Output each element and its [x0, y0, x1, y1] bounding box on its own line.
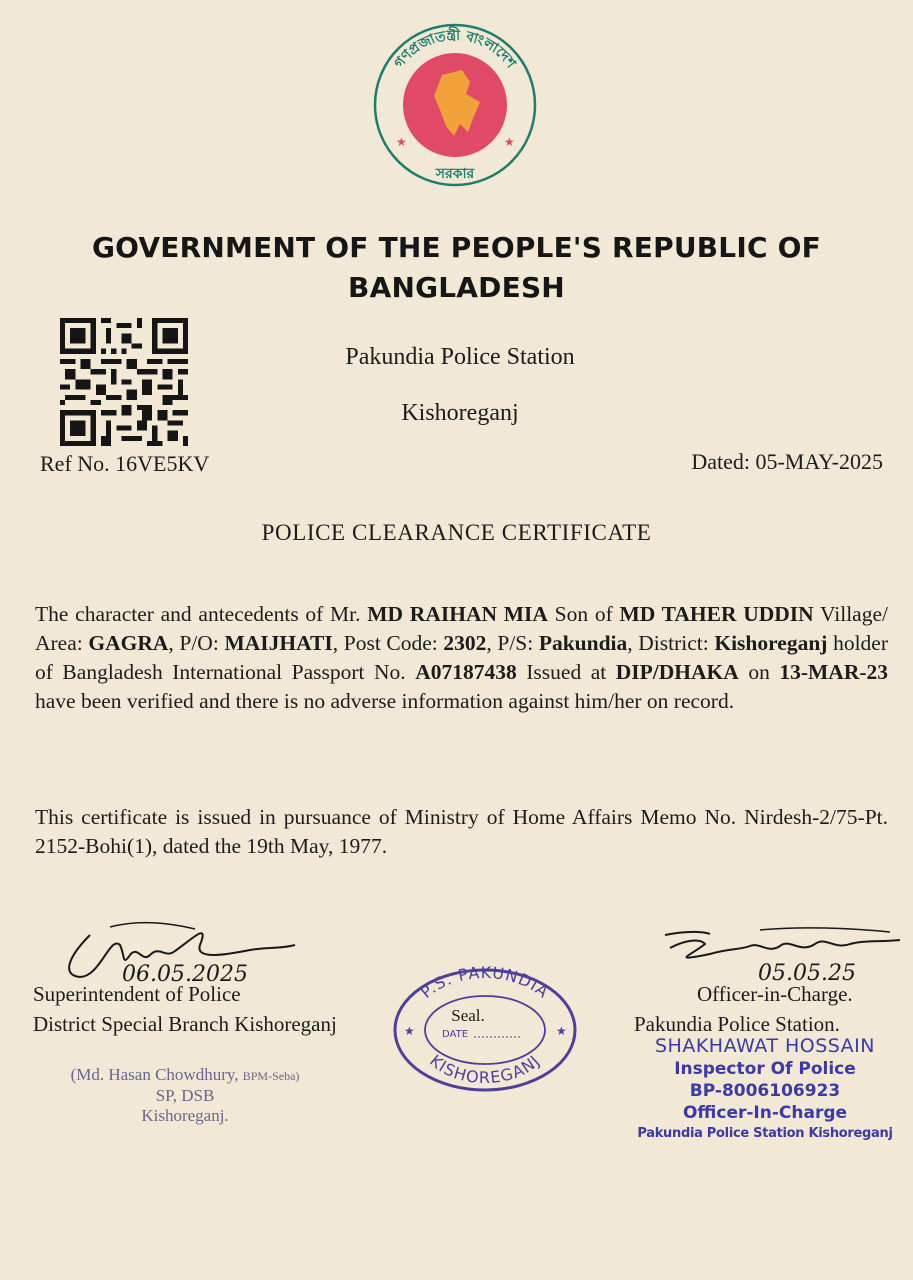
- sp-unit: District Special Branch Kishoreganj: [33, 1012, 337, 1036]
- seal-bottom-text: KISHOREGANJ: [426, 1050, 544, 1087]
- sp-signature-date: 06.05.2025: [122, 962, 248, 987]
- star-icon: ★: [556, 1024, 567, 1038]
- police-station-seal: [390, 965, 580, 1095]
- seal-middle-text: Seal.: [451, 1006, 485, 1025]
- oc-title: Officer-in-Charge.: [697, 982, 853, 1006]
- emblem-text-bottom: সরকার: [435, 166, 475, 182]
- oc-name-stamp: [620, 1035, 910, 1144]
- police-station-name: Pakundia Police Station: [345, 344, 575, 370]
- government-emblem: [370, 20, 540, 190]
- sp-rank: SP, DSB: [155, 1086, 215, 1105]
- sp-award: BPM-Seba): [242, 1069, 300, 1083]
- issued-at: DIP/DHAKA: [615, 660, 739, 684]
- memo-paragraph: This certificate is issued in pursuance of Ministry of Home Affairs Memo No. Nirdesh-2/75-Pt. 2152-Bohi(1), dated the 19th May, 1977.: [35, 805, 888, 858]
- svg-text:KISHOREGANJ: [426, 1051, 544, 1087]
- oc-rank: Inspector Of Police: [674, 1059, 856, 1079]
- passport-issue-date: 13-MAR-23: [779, 660, 889, 684]
- seal-top-text: P.S. PAKUNDIA: [416, 965, 553, 1002]
- post-code: 2302: [443, 631, 487, 655]
- oc-signature: [650, 920, 910, 990]
- police-station: Pakundia: [538, 631, 628, 655]
- emblem-text-top: গণপ্রজাতন্ত্রী বাংলাদেশ: [391, 27, 519, 72]
- sp-title: Superintendent of Police: [33, 982, 241, 1006]
- verification-paragraph: The character and antecedents of Mr. MD RAIHAN MIA Son of MD TAHER UDDIN Village/ Area: GAGRA, P/O: MAIJHATI, Post Code: 2302, P/S: Pakundia, District: Kishoreganj holder of Bangladesh International Passport No. A07187438 Issued at DIP/DHAKA on 13-MAR-23 have been verified and there is no adverse information against him/her on record.: [35, 602, 889, 713]
- village: GAGRA: [88, 631, 169, 655]
- sp-name-stamp: [20, 1065, 350, 1126]
- star-icon: ★: [504, 135, 515, 149]
- oc-signature-date: 05.05.25: [758, 961, 856, 986]
- district: Kishoreganj: [714, 631, 828, 655]
- government-title: GOVERNMENT OF THE PEOPLE'S REPUBLIC OF BANGLADESH: [92, 231, 821, 304]
- oc-name: SHAKHAWAT HOSSAIN: [655, 1035, 875, 1057]
- applicant-name: MD RAIHAN MIA: [367, 602, 548, 626]
- sp-name: (Md. Hasan Chowdhury,: [70, 1065, 239, 1084]
- certificate-title: POLICE CLEARANCE CERTIFICATE: [261, 520, 652, 545]
- oc-unit: Pakundia Police Station.: [634, 1012, 840, 1036]
- oc-role: Officer-In-Charge: [682, 1103, 848, 1123]
- issue-date: Dated: 05-MAY-2025: [691, 449, 883, 474]
- seal-date-label: DATE: [442, 1029, 469, 1040]
- star-icon: ★: [396, 135, 407, 149]
- post-office: MAIJHATI: [224, 631, 333, 655]
- oc-station: Pakundia Police Station Kishoreganj: [637, 1126, 893, 1141]
- oc-bp-number: BP-8006106923: [689, 1081, 841, 1101]
- qr-code: [60, 318, 188, 446]
- passport-number: A07187438: [415, 660, 517, 684]
- star-icon: ★: [404, 1024, 415, 1038]
- sp-place: Kishoreganj.: [141, 1106, 229, 1125]
- district-name: Kishoreganj: [401, 400, 519, 426]
- reference-number: Ref No. 16VE5KV: [40, 451, 210, 476]
- father-name: MD TAHER UDDIN: [619, 602, 814, 626]
